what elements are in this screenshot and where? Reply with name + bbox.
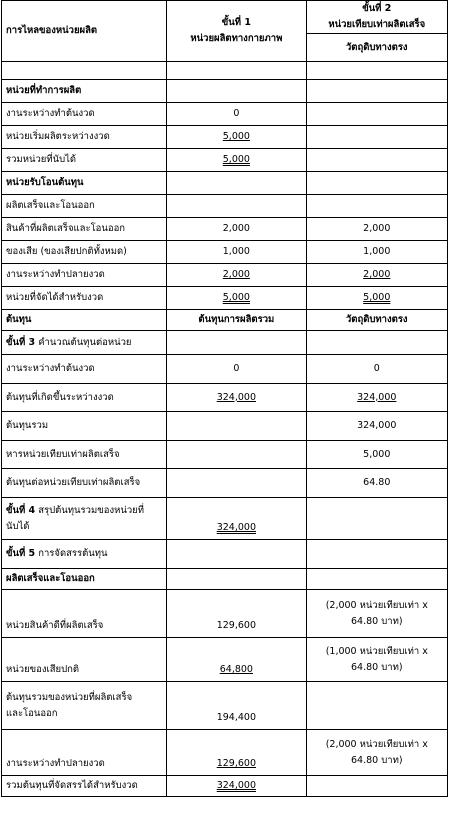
table-row: รวมต้นทุนที่จัดสรรได้สำหรับงวด 324,000 (2, 776, 448, 797)
table-row: งานระหว่างทำปลายงวด 129,600 (2,000 หน่วยเทียบเท่า x 64.80 บาท) (2, 730, 448, 776)
header-units-flow: การไหลของหน่วยผลิต (2, 1, 167, 62)
step4-total: 324,000 (216, 522, 256, 533)
header-direct-materials: วัตถุดิบทางตรง (306, 34, 447, 62)
section-title-units-accounted: หน่วยรับโอนต้นทุน (2, 172, 167, 195)
table-row: ของเสีย (ของเสียปกติทั้งหมด) 1,000 1,000 (2, 241, 448, 264)
table-row: หารหน่วยเทียบเท่าผลิตเสร็จ 5,000 (2, 441, 448, 469)
table-row: งานระหว่างทำปลายงวด 2,000 2,000 (2, 264, 448, 287)
cost-report-table (1, 0, 448, 797)
table-row: หน่วยที่จัดได้สำหรับงวด 5,000 5,000 (2, 287, 448, 310)
header-total-cost: ต้นทุนการผลิตรวม (167, 310, 306, 331)
section-title-allocation: ผลิตเสร็จและโอนออก (2, 569, 167, 590)
header-step2: ขั้นที่ 2 หน่วยเทียบเท่าผลิตเสร็จ (306, 1, 447, 34)
table-row: ต้นทุนที่เกิดขึ้นระหว่างงวด 324,000 324,000 (2, 384, 448, 412)
section-title-units-to-account: หน่วยที่ทำการผลิต (2, 80, 167, 103)
header-direct-materials-cost: วัตถุดิบทางตรง (306, 310, 447, 331)
subsection-title: ผลิตเสร็จและโอนออก (2, 195, 167, 218)
table-row: รวมหน่วยที่นับได้ 5,000 (2, 149, 448, 172)
table-row: หน่วยเริ่มผลิตระหว่างงวด 5,000 (2, 126, 448, 149)
header-step1: ขั้นที่ 1 หน่วยผลิตทางกายภาพ (167, 1, 306, 62)
table-row: งานระหว่างทำต้นงวด 0 0 (2, 355, 448, 384)
table-row: งานระหว่างทำต้นงวด 0 (2, 103, 448, 126)
calculation-note: (1,000 หน่วยเทียบเท่า x 64.80 บาท) (306, 638, 447, 682)
table-row: ต้นทุนต่อหน่วยเทียบเท่าผลิตเสร็จ 64.80 (2, 469, 448, 498)
table-row: ต้นทุนรวม 324,000 (2, 412, 448, 441)
section-title-cost: ต้นทุน (2, 310, 167, 331)
calculation-note: (2,000 หน่วยเทียบเท่า x 64.80 บาท) (306, 730, 447, 776)
table-row: ต้นทุนรวมของหน่วยที่ผลิตเสร็จ และโอนออก 194,400 (2, 682, 448, 730)
table-row: หน่วยสินค้าดีที่ผลิตเสร็จ 129,600 (2,000 หน่วยเทียบเท่า x 64.80 บาท) (2, 590, 448, 638)
table-row: หน่วยของเสียปกติ 64,800 (1,000 หน่วยเทียบเท่า x 64.80 บาท) (2, 638, 448, 682)
step4-title: ขั้นที่ 4 สรุปต้นทุนรวมของหน่วยที่ นับได้ (2, 498, 167, 540)
table-row: สินค้าที่ผลิตเสร็จและโอนออก 2,000 2,000 (2, 218, 448, 241)
step3-title: ขั้นที่ 3 คำนวณต้นทุนต่อหน่วย (2, 331, 167, 355)
step5-title: ขั้นที่ 5 การจัดสรรต้นทุน (2, 540, 167, 569)
calculation-note: (2,000 หน่วยเทียบเท่า x 64.80 บาท) (306, 590, 447, 638)
